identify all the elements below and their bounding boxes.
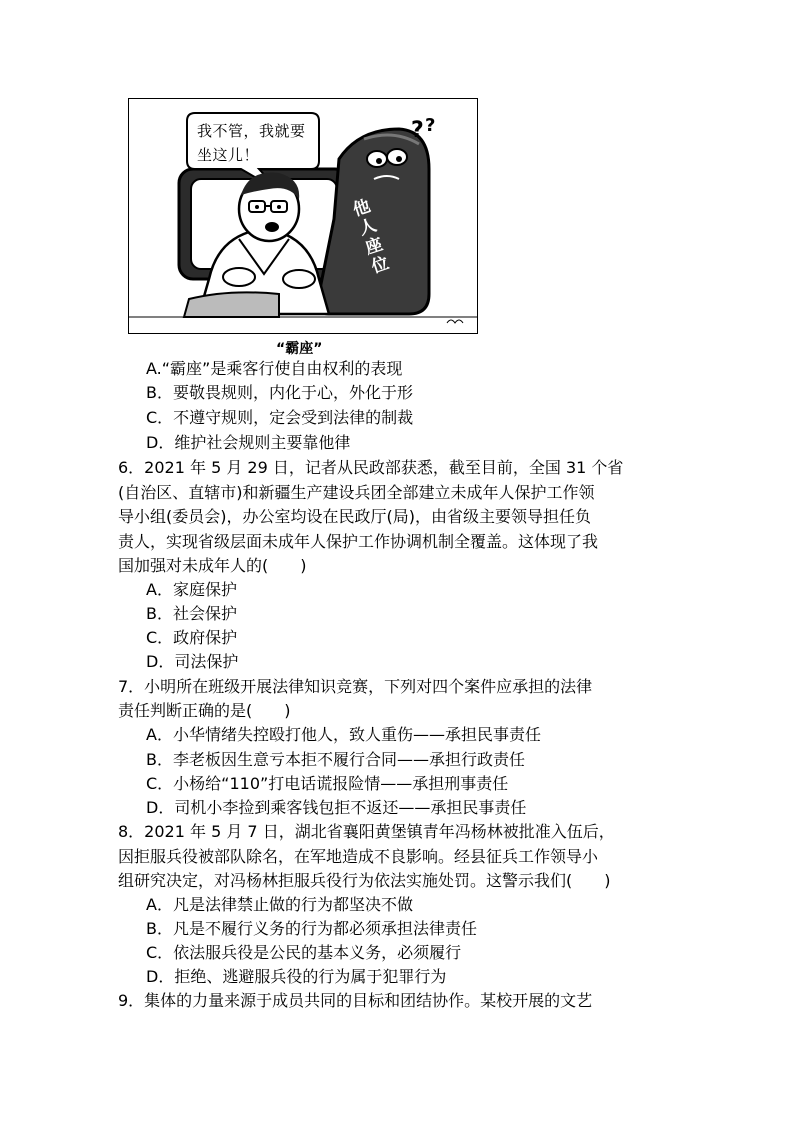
q6-stem-line-2: (自治区、直辖市)和新疆生产建设兵团全部建立未成年人保护工作领	[118, 483, 595, 502]
q7-stem-line-2: 责任判断正确的是( )	[118, 701, 291, 720]
q7-option-b: B．李老板因生意亏本拒不履行合同——承担行政责任	[146, 750, 525, 769]
q7-option-a: A．小华情绪失控殴打他人，致人重伤——承担民事责任	[146, 725, 541, 744]
svg-text:?: ?	[411, 118, 424, 143]
svg-text:?: ?	[425, 115, 436, 136]
q8-stem-line-3: 组研究决定，对冯杨林拒服兵役行为依法实施处罚。这警示我们( )	[118, 871, 611, 890]
q5-option-d: D．维护社会规则主要靠他律	[146, 433, 351, 452]
q7-stem-line-1: 7．小明所在班级开展法律知识竞赛，下列对四个案件应承担的法律	[118, 677, 593, 696]
q5-option-b: B．要敬畏规则，内化于心，外化于形	[146, 383, 413, 402]
q8-option-b: B．凡是不履行义务的行为都必须承担法律责任	[146, 919, 477, 938]
q8-option-c: C．依法服兵役是公民的基本义务，必须履行	[146, 943, 462, 962]
seat-label-char-1: 他	[350, 196, 373, 221]
q6-option-c: C．政府保护	[146, 628, 238, 647]
speech-line-1: 我不管，我就要	[197, 122, 306, 140]
seat-label-char-2: 人	[356, 215, 380, 240]
q8-option-a: A．凡是法律禁止做的行为都坚决不做	[146, 895, 413, 914]
q6-stem-line-1: 6．2021 年 5 月 29 日，记者从民政部获悉，截至目前，全国 31 个省	[118, 458, 624, 477]
q6-option-b: B．社会保护	[146, 604, 237, 623]
q6-stem-line-3: 导小组(委员会)，办公室均设在民政厅(局)，由省级主要领导担任负	[118, 507, 591, 526]
cartoon-illustration	[128, 98, 478, 334]
q6-stem-line-4: 责人，实现省级层面未成年人保护工作协调机制全覆盖。这体现了我	[118, 532, 599, 551]
q7-option-d: D．司机小李捡到乘客钱包拒不返还——承担民事责任	[146, 798, 527, 817]
q6-option-a: A．家庭保护	[146, 580, 237, 599]
q6-stem-line-5: 国加强对未成年人的( )	[118, 556, 307, 575]
speech-bubble	[197, 119, 317, 167]
seat-label-char-4: 位	[369, 253, 392, 278]
cartoon-caption: “霸座”	[276, 341, 323, 357]
speech-line-2: 坐这儿！	[197, 146, 260, 164]
q7-option-c: C．小杨给“110”打电话谎报险情——承担刑事责任	[146, 774, 509, 793]
q6-option-d: D．司法保护	[146, 652, 239, 671]
q8-option-d: D．拒绝、逃避服兵役的行为属于犯罪行为	[146, 967, 447, 986]
q5-option-c: C．不遵守规则，定会受到法律的制裁	[146, 408, 414, 427]
q9-stem-line-1: 9．集体的力量来源于成员共同的目标和团结协作。某校开展的文艺	[118, 991, 593, 1010]
q5-option-a: A.“霸座”是乘客行使自由权利的表现	[146, 359, 403, 378]
seat-label-char-3: 座	[362, 234, 386, 259]
q8-stem-line-1: 8．2021 年 5 月 7 日，湖北省襄阳黄堡镇青年冯杨林被批准入伍后，	[118, 822, 615, 841]
q8-stem-line-2: 因拒服兵役被部队除名，在军地造成不良影响。经县征兵工作领导小	[118, 847, 599, 866]
